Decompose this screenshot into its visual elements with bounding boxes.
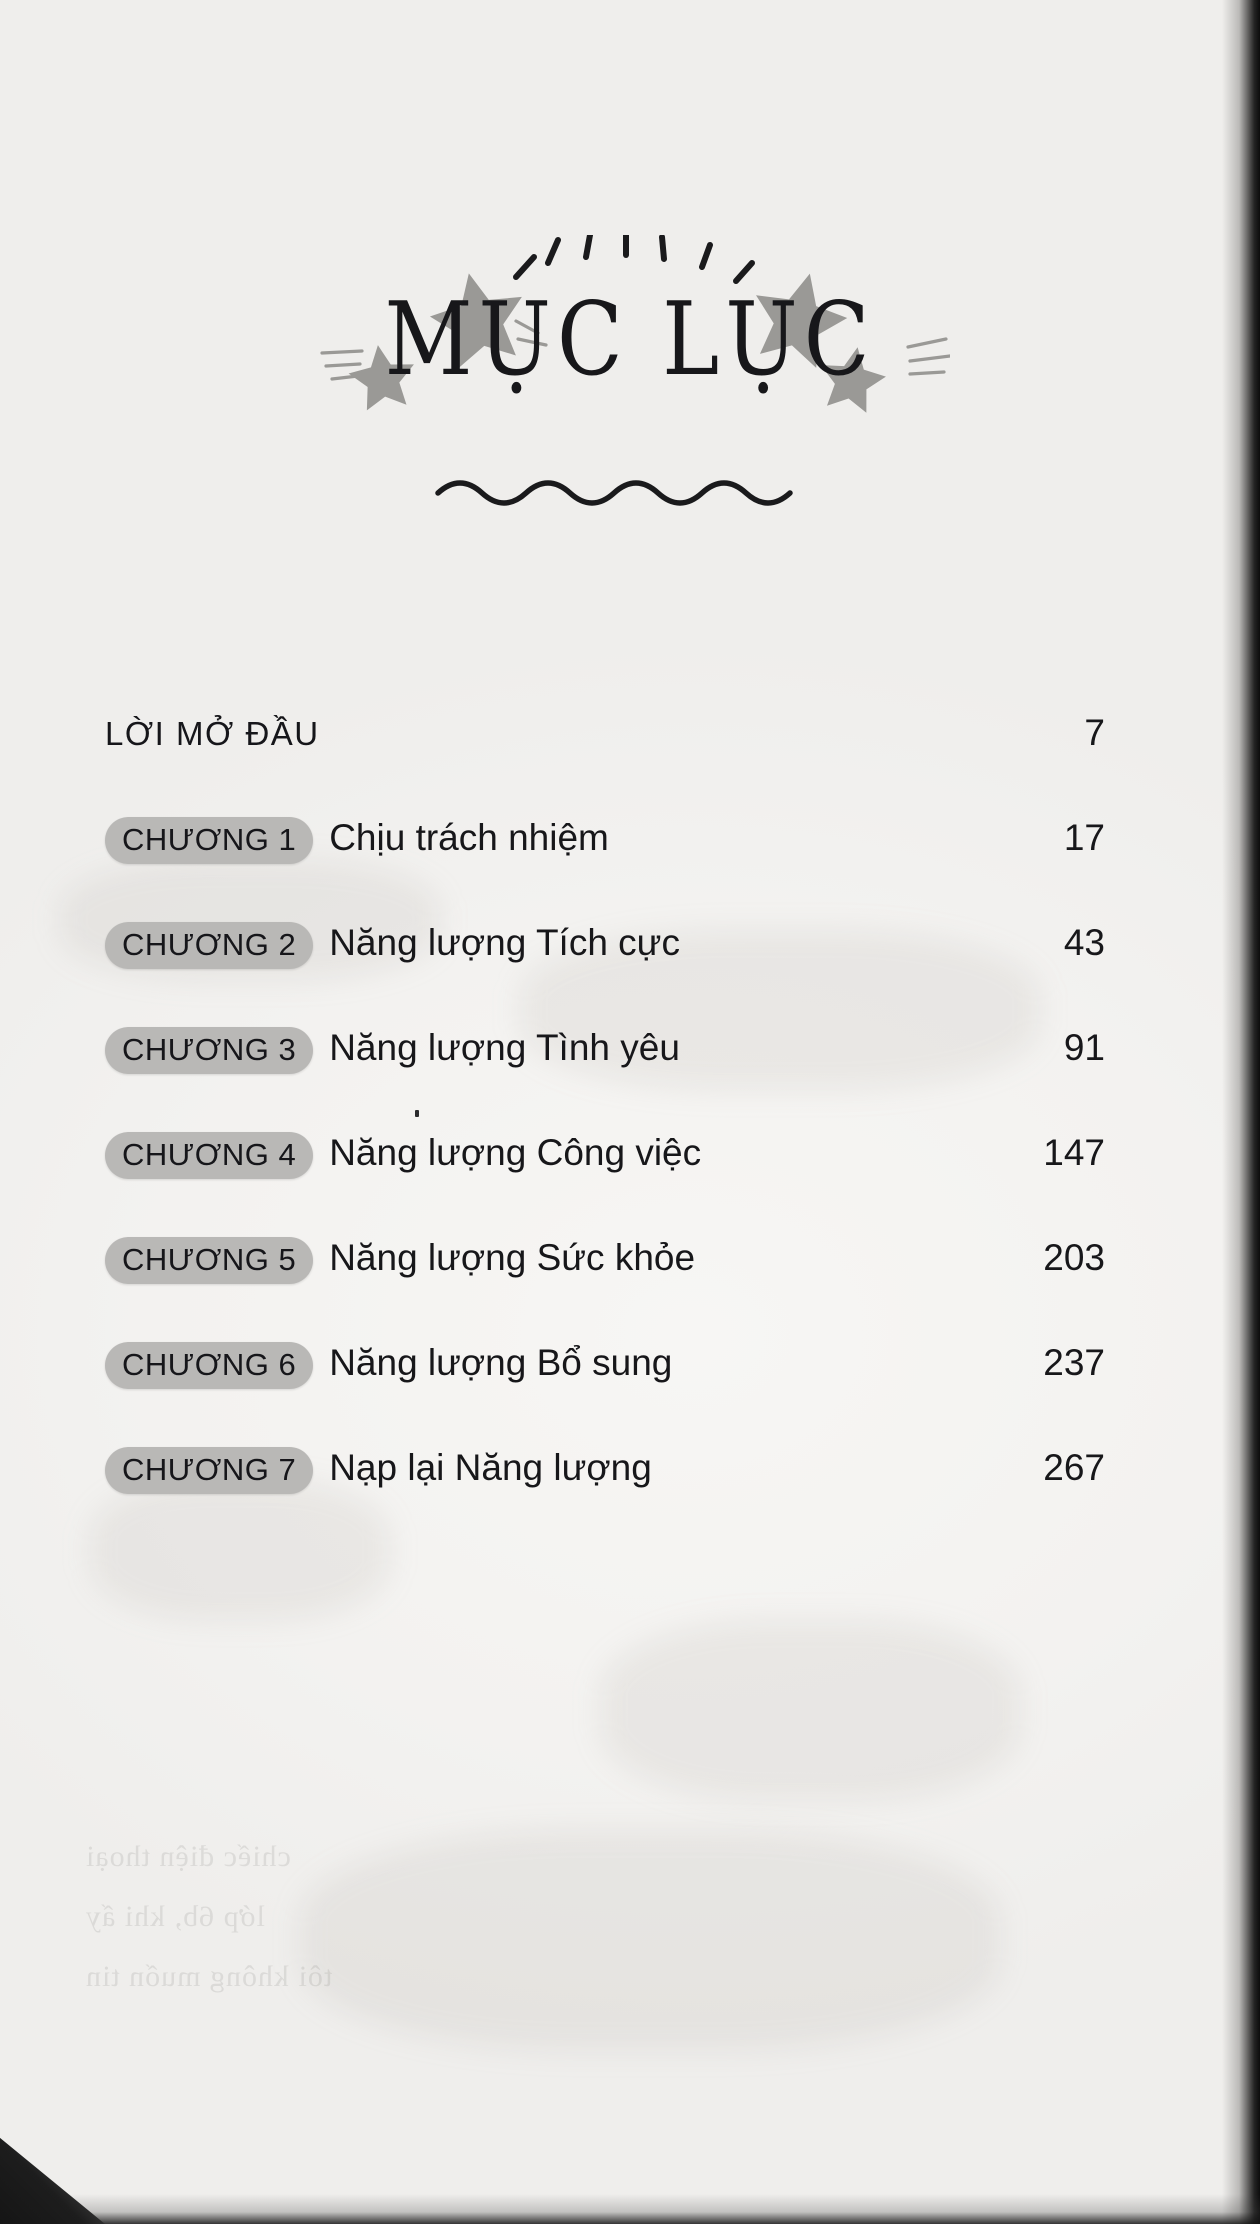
toc-page-number: 7 bbox=[1084, 712, 1105, 753]
toc-chapter-chip: CHƯƠNG 3 bbox=[105, 1027, 313, 1074]
toc-page-number: 267 bbox=[1043, 1447, 1105, 1488]
bleed-through-text: tôi không muốn tin bbox=[85, 1960, 333, 1993]
toc-entry-title: Nạp lại Năng lượng bbox=[329, 1447, 652, 1488]
title-ornament bbox=[310, 235, 950, 525]
toc-entry-label: LỜI MỞ ĐẦU bbox=[105, 715, 320, 752]
toc-page-number: 203 bbox=[1043, 1237, 1105, 1278]
toc-page-number: 237 bbox=[1043, 1342, 1105, 1383]
page-edge-shadow bbox=[1222, 0, 1260, 2224]
toc-chapter-chip: CHƯƠNG 4 bbox=[105, 1132, 313, 1179]
toc-row[interactable] bbox=[105, 710, 1105, 759]
toc-chapter-chip: CHƯƠNG 7 bbox=[105, 1447, 313, 1494]
toc-page-number: 17 bbox=[1063, 817, 1105, 858]
bleed-through-text: lớp 6b, khi ấy bbox=[85, 1900, 265, 1933]
toc-entry-title: Chịu trách nhiệm bbox=[329, 817, 609, 858]
toc-chapter-chip: CHƯƠNG 2 bbox=[105, 922, 313, 969]
bleed-through-text: chiếc điện thoại bbox=[85, 1840, 291, 1873]
toc-page-number: 43 bbox=[1063, 922, 1105, 963]
toc-page-number: 147 bbox=[1043, 1132, 1105, 1173]
toc-entry-title: Năng lượng Tích cực bbox=[329, 922, 680, 963]
toc-page-number: 91 bbox=[1063, 1027, 1105, 1068]
toc-entry-title: Năng lượng Sức khỏe bbox=[329, 1237, 696, 1278]
scan-smudge bbox=[600, 1620, 1020, 1800]
toc-row[interactable] bbox=[105, 1237, 1105, 1284]
toc-row[interactable] bbox=[105, 817, 1105, 864]
toc-row[interactable] bbox=[105, 1342, 1105, 1389]
scan-artifact-dot bbox=[415, 1110, 419, 1117]
toc-row[interactable] bbox=[105, 922, 1105, 969]
toc-row[interactable] bbox=[105, 1447, 1105, 1494]
toc-entry-title: Năng lượng Bổ sung bbox=[329, 1342, 673, 1383]
toc-row[interactable] bbox=[105, 1027, 1105, 1074]
toc-chapter-chip: CHƯƠNG 1 bbox=[105, 817, 313, 864]
page-title: MỤC LỤC bbox=[384, 281, 876, 399]
scan-smudge bbox=[300, 1830, 1000, 2050]
toc-entry-title: Năng lượng Tình yêu bbox=[329, 1027, 680, 1068]
toc-chapter-chip: CHƯƠNG 5 bbox=[105, 1237, 313, 1284]
table-of-contents bbox=[105, 710, 1105, 1552]
toc-chapter-chip: CHƯƠNG 6 bbox=[105, 1342, 313, 1389]
toc-entry-title: Năng lượng Công việc bbox=[329, 1132, 702, 1173]
page-bottom-shadow bbox=[0, 2194, 1260, 2224]
page-title-block bbox=[0, 235, 1260, 525]
toc-row[interactable] bbox=[105, 1132, 1105, 1179]
